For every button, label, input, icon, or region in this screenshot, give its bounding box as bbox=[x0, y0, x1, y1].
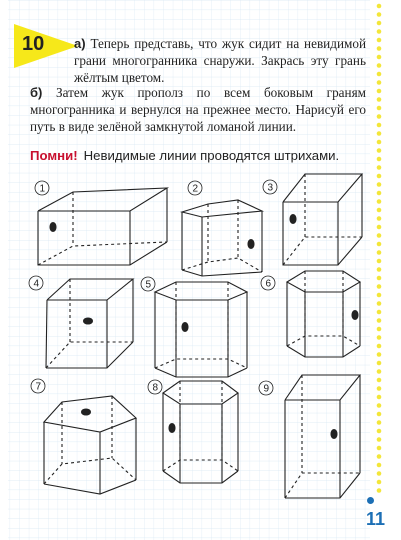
margin-dot bbox=[377, 55, 382, 60]
task-part-b bbox=[30, 85, 366, 135]
polyhedra-figures bbox=[0, 170, 370, 510]
figure-2 bbox=[182, 181, 262, 276]
figure-4-number: 4 bbox=[33, 278, 40, 290]
margin-dot bbox=[377, 267, 382, 272]
margin-dot bbox=[377, 361, 382, 366]
figure-9 bbox=[259, 375, 360, 498]
margin-dot bbox=[377, 63, 382, 68]
margin-dot bbox=[377, 420, 382, 425]
part-b-text: Затем жук прополз по всем боковым граням многогранника и вернулся на прежнее место. Нарисуй его путь в виде зелёной замкнутой ломаной линии. bbox=[30, 85, 367, 134]
margin-dot bbox=[377, 488, 382, 493]
margin-dot bbox=[377, 106, 382, 111]
beetle-icon bbox=[331, 430, 337, 439]
margin-dot bbox=[377, 284, 382, 289]
margin-dot bbox=[377, 378, 382, 383]
figure-1-number: 1 bbox=[39, 183, 46, 195]
beetle-icon bbox=[169, 424, 175, 433]
figure-7-number: 7 bbox=[35, 381, 42, 393]
margin-dot bbox=[377, 335, 382, 340]
margin-dot bbox=[377, 437, 382, 442]
reminder-label: Помни! bbox=[30, 148, 78, 163]
part-a-label: а) bbox=[74, 36, 86, 51]
margin-dot bbox=[377, 403, 382, 408]
part-b-label: б) bbox=[30, 85, 43, 100]
margin-dot bbox=[377, 259, 382, 264]
margin-dot bbox=[377, 412, 382, 417]
margin-dot bbox=[377, 216, 382, 221]
margin-dot bbox=[377, 182, 382, 187]
beetle-icon bbox=[248, 240, 254, 249]
margin-dot bbox=[377, 148, 382, 153]
margin-dot bbox=[377, 21, 382, 26]
figure-5 bbox=[141, 277, 247, 377]
margin-dot bbox=[377, 12, 382, 17]
task-number: 10 bbox=[22, 33, 45, 55]
margin-dot bbox=[377, 46, 382, 51]
figure-8 bbox=[148, 380, 238, 483]
page-number: 11 bbox=[366, 509, 386, 529]
figure-3 bbox=[263, 174, 362, 265]
beetle-icon bbox=[352, 311, 358, 320]
figure-1 bbox=[35, 181, 167, 265]
margin-dot bbox=[377, 157, 382, 162]
figure-7 bbox=[31, 379, 136, 494]
margin-dot bbox=[377, 80, 382, 85]
margin-dot bbox=[377, 310, 382, 315]
figure-5-number: 5 bbox=[145, 279, 152, 291]
margin-dot bbox=[377, 293, 382, 298]
margin-dot bbox=[377, 233, 382, 238]
part-a-text: Теперь представь, что жук сидит на невидимой грани многогранника снаружи. Закрась эту грань жёлтым цветом. bbox=[74, 36, 367, 85]
beetle-icon bbox=[290, 215, 296, 224]
margin-dot bbox=[377, 97, 382, 102]
margin-dot bbox=[377, 199, 382, 204]
margin-dot bbox=[377, 208, 382, 213]
figure-6 bbox=[261, 271, 360, 357]
margin-dot bbox=[377, 480, 382, 485]
margin-dot bbox=[377, 131, 382, 136]
beetle-icon bbox=[182, 323, 188, 332]
margin-dot bbox=[377, 429, 382, 434]
margin-dot bbox=[377, 454, 382, 459]
reminder-note bbox=[30, 148, 375, 163]
margin-dot bbox=[377, 225, 382, 230]
figure-9-number: 9 bbox=[263, 383, 270, 395]
figure-3-number: 3 bbox=[267, 182, 274, 194]
margin-dot bbox=[377, 395, 382, 400]
margin-dot bbox=[377, 327, 382, 332]
figure-6-number: 6 bbox=[265, 278, 272, 290]
margin-dot bbox=[377, 89, 382, 94]
figure-8-number: 8 bbox=[152, 382, 159, 394]
margin-dot bbox=[377, 369, 382, 374]
margin-dots bbox=[374, 0, 384, 540]
reminder-text: Невидимые линии проводятся штрихами. bbox=[83, 148, 340, 163]
margin-dot bbox=[377, 38, 382, 43]
margin-dot bbox=[377, 250, 382, 255]
margin-dot bbox=[377, 318, 382, 323]
margin-dot bbox=[377, 352, 382, 357]
margin-dot bbox=[377, 165, 382, 170]
margin-dot bbox=[377, 344, 382, 349]
task-part-a bbox=[74, 36, 366, 86]
beetle-icon bbox=[50, 223, 56, 232]
margin-dot bbox=[377, 72, 382, 77]
margin-dot bbox=[377, 301, 382, 306]
page-dot bbox=[367, 497, 374, 504]
margin-dot bbox=[377, 471, 382, 476]
beetle-icon bbox=[84, 318, 93, 324]
margin-dot bbox=[377, 29, 382, 34]
margin-dot bbox=[377, 191, 382, 196]
beetle-icon bbox=[82, 409, 91, 415]
margin-dot bbox=[377, 446, 382, 451]
margin-dot bbox=[377, 276, 382, 281]
figure-2-number: 2 bbox=[192, 183, 199, 195]
margin-dot bbox=[377, 140, 382, 145]
figure-4 bbox=[29, 276, 133, 368]
margin-dot bbox=[377, 242, 382, 247]
margin-dot bbox=[377, 123, 382, 128]
margin-dot bbox=[377, 463, 382, 468]
margin-dot bbox=[377, 386, 382, 391]
margin-dot bbox=[377, 114, 382, 119]
margin-dot bbox=[377, 4, 382, 9]
margin-dot bbox=[377, 174, 382, 179]
